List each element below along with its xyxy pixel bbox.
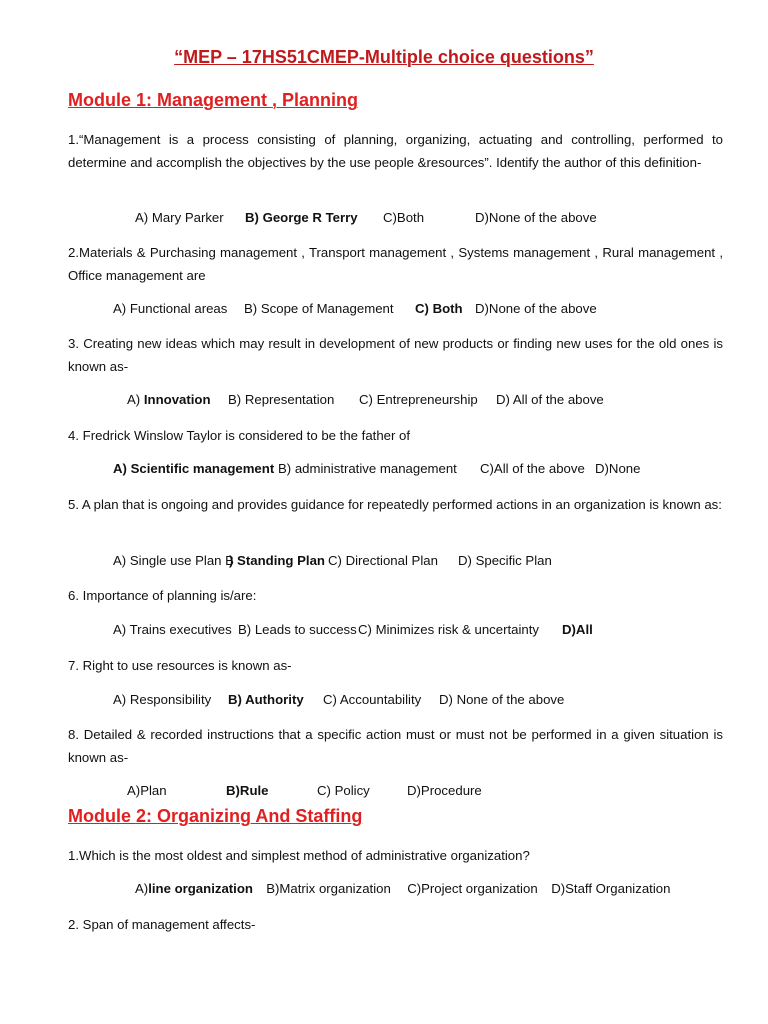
option-d: D)Procedure [407, 783, 482, 798]
option-d: D) All of the above [496, 392, 604, 407]
option-a: A) Trains executives [113, 622, 232, 637]
question-5-options [113, 553, 552, 568]
option-a-answer: A) Scientific management [113, 461, 275, 476]
question-2-options [113, 301, 597, 316]
option-b: B) administrative management [278, 461, 457, 476]
question-6: 6. Importance of planning is/are: [68, 588, 257, 603]
option-d: D)None [595, 461, 641, 476]
option-b-answer: B) George R Terry [245, 210, 358, 225]
option-c-answer: C) Both [415, 301, 463, 316]
option-a: A) Mary Parker [135, 210, 224, 225]
option-c: C)Both [383, 210, 425, 225]
option-a: A)Plan [127, 783, 167, 798]
question-1-options [135, 210, 597, 225]
question-5: 5. A plan that is ongoing and provides guidance for repeatedly performed actions in an organization is known as: [68, 497, 722, 512]
option-c: C) Entrepreneurship [359, 392, 478, 407]
option-d: D) Specific Plan [458, 553, 552, 568]
option-c: C) Accountability [323, 692, 422, 707]
option-d: D) None of the above [439, 692, 565, 707]
module-2-heading: Module 2: Organizing And Staffing [68, 806, 363, 826]
option-c: C) Policy [317, 783, 370, 798]
question-6-options [113, 622, 593, 637]
option-c: C)Project organization [407, 881, 538, 896]
option-d: D)Staff Organization [551, 881, 671, 896]
question-7: 7. Right to use resources is known as- [68, 658, 292, 673]
option-b: B) Representation [228, 392, 335, 407]
option-d: D)None of the above [475, 301, 597, 316]
question-1: 1.“Management is a process consisting of planning, organizing, actuating and controlling, performed to determine and accomplish the objectives by the use people &resources”. Identify the author of this definition- [68, 132, 723, 170]
option-b: B)Matrix organization [266, 881, 391, 896]
option-c: C) Minimizes risk & uncertainty [358, 622, 539, 637]
module-2-question-2: 2. Span of management affects- [68, 917, 256, 932]
option-a: A) Responsibility [113, 692, 212, 707]
module-2-question-1: 1.Which is the most oldest and simplest method of administrative organization? [68, 848, 530, 863]
option-d: D)None of the above [475, 210, 597, 225]
question-4: 4. Fredrick Winslow Taylor is considered to be the father of [68, 428, 411, 443]
option-a-prefix: A) [135, 881, 149, 896]
module-1-heading: Module 1: Management , Planning [68, 90, 359, 110]
question-3-options [127, 392, 604, 407]
option-a: A) Single use Plan B [113, 553, 234, 568]
question-7-options [113, 692, 564, 707]
option-a-answer: line organization [148, 881, 253, 896]
option-b-answer: ) Standing Plan [229, 553, 325, 568]
option-b-answer: B) Authority [228, 692, 304, 707]
option-d-answer: D)All [562, 622, 593, 637]
option-a-answer: Innovation [143, 392, 211, 407]
module-2-question-1-options [135, 881, 670, 896]
option-b-answer: B)Rule [226, 783, 269, 798]
question-8: 8. Detailed & recorded instructions that a specific action must or must not be performed in a given situation is known as- [68, 727, 723, 765]
question-8-options [127, 783, 482, 798]
question-2: 2.Materials & Purchasing management , Transport management , Systems management , Rural management , Office management are [68, 245, 723, 283]
question-3: 3. Creating new ideas which may result in development of new products or finding new uses for the old ones is known as- [68, 336, 723, 374]
option-a: A) Innovation [127, 392, 211, 407]
option-b: B) Leads to success [238, 622, 357, 637]
option-a: A) Functional areas [113, 301, 228, 316]
question-4-options [113, 461, 640, 476]
option-b: B) Scope of Management [244, 301, 394, 316]
page-title: “MEP – 17HS51CMEP-Multiple choice questions” [174, 47, 594, 67]
option-c: C)All of the above [480, 461, 585, 476]
option-c: C) Directional Plan [328, 553, 438, 568]
